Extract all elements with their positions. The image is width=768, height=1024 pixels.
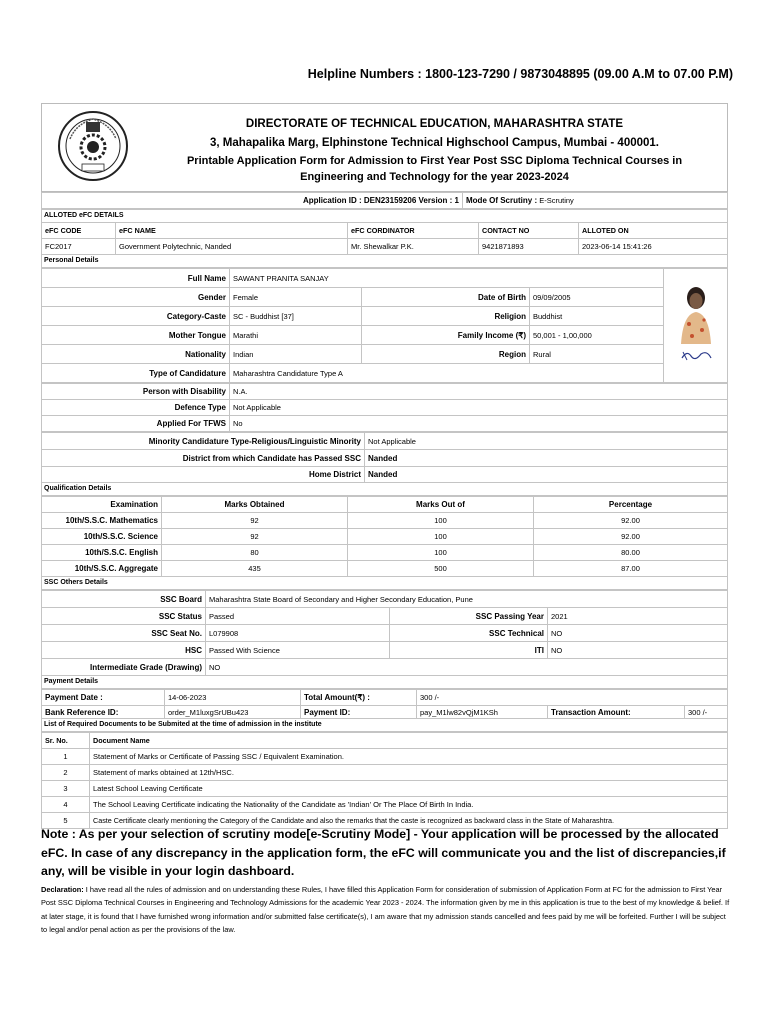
percentage: 92.00 <box>534 529 728 545</box>
candidate-photo <box>677 284 715 366</box>
field-label: Total Amount(₹) : <box>301 690 417 706</box>
bank-ref-value: order_M1luxgSrUBu423 <box>165 706 301 719</box>
marks-obtained: 92 <box>162 513 348 529</box>
declaration-text: I have read all the rules of admission and on understanding these Rules, I have filled this Application Form for consideration of submission of Application Form at FC for the admission to First Year Post SSC Diploma Technical Courses in Engineering and Technology Admissions for the academic Year 2023 - 2024. The information given by me in this application is true to the best of my knowledge & belief. If at later stage, it is found that I have furnished wrong information and/or submitted false certificate(s), I am aware that my admission stands cancelled and fees paid by me will be forfeited. Further I will be subject to legal and/or penal action as per the provisions of the law. <box>41 885 730 935</box>
ssc-district-value: Nanded <box>365 450 728 467</box>
disability-value: N.A. <box>230 384 728 400</box>
table-header: eFC NAME <box>116 223 348 239</box>
defence-value: Not Applicable <box>230 400 728 416</box>
section-title: List of Required Documents to be Submited at the time of admission in the institute <box>42 719 728 732</box>
dte-emblem-icon <box>56 109 130 183</box>
field-label: Gender <box>42 288 230 307</box>
doc-name: Statement of marks obtained at 12th/HSC. <box>90 765 728 781</box>
field-label: Payment ID: <box>301 706 417 719</box>
category-value: SC - Buddhist [37] <box>230 307 362 326</box>
marks-out-of: 100 <box>348 545 534 561</box>
scrutiny-note: Note : As per your selection of scrutiny mode[e-Scrutiny Mode] - Your application will be processed by the allocated eFC. In case of any discrepancy in the application form, the eFC will communicate you and the list of discrepancies,if any, will be visible in your login dashboard. <box>41 827 726 878</box>
doc-name: Statement of Marks or Certificate of Passing SSC / Equivalent Examination. <box>90 749 728 765</box>
ssc-others-table <box>41 590 728 689</box>
home-district-value: Nanded <box>365 467 728 483</box>
field-label: Payment Date : <box>42 690 165 706</box>
personal-details-table <box>41 268 728 383</box>
exam-name: 10th/S.S.C. English <box>42 545 162 561</box>
efc-alloted-on: 2023-06-14 15:41:26 <box>579 239 728 255</box>
doc-number: 1 <box>42 749 90 765</box>
field-label: SSC Board <box>42 591 206 608</box>
field-label: SSC Technical <box>390 625 548 642</box>
candidature-value: Maharashtra Candidature Type A <box>230 364 664 383</box>
table-header: Examination <box>42 497 162 513</box>
table-row <box>42 765 728 781</box>
tfws-value: No <box>230 416 728 432</box>
field-label: ITI <box>390 642 548 659</box>
doc-name: Latest School Leaving Certificate <box>90 781 728 797</box>
exam-name: 10th/S.S.C. Aggregate <box>42 561 162 577</box>
documents-table <box>41 732 728 829</box>
marks-out-of: 100 <box>348 529 534 545</box>
table-header: CONTACT NO <box>479 223 579 239</box>
helpline-numbers: Helpline Numbers : 1800-123-7290 / 9873048895 (09.00 A.M to 07.00 P.M) <box>307 67 733 81</box>
full-name: SAWANT PRANITA SANJAY <box>230 269 664 288</box>
header-form-subtitle: Engineering and Technology for the year 2023-2024 <box>300 171 569 183</box>
field-label: Date of Birth <box>362 288 530 307</box>
section-title: Personal Details <box>42 255 728 268</box>
mode-value: E-Scrutiny <box>539 196 574 205</box>
payment-id-value: pay_M1lw82vQjM1KSh <box>417 706 548 719</box>
field-label: Minority Candidature Type-Religious/Linguistic Minority <box>42 433 365 450</box>
marks-obtained: 80 <box>162 545 348 561</box>
table-header: Marks Obtained <box>162 497 348 513</box>
table-row <box>42 797 728 813</box>
section-title: ALLOTED eFC DETAILS <box>42 210 728 223</box>
nationality-value: Indian <box>230 345 362 364</box>
marks-obtained: 435 <box>162 561 348 577</box>
qualification-table <box>41 496 728 590</box>
field-label: Person with Disability <box>42 384 230 400</box>
field-label: Family Income (₹) <box>362 326 530 345</box>
header-title: DIRECTORATE OF TECHNICAL EDUCATION, MAHARASHTRA STATE <box>245 118 624 130</box>
total-amount-value: 300 /- <box>417 690 728 706</box>
exam-name: 10th/S.S.C. Science <box>42 529 162 545</box>
section-title: SSC Others Details <box>42 577 728 590</box>
table-header: eFC CODE <box>42 223 116 239</box>
ssc-board-value: Maharashtra State Board of Secondary and Higher Secondary Education, Pune <box>206 591 728 608</box>
doc-name: Caste Certificate clearly mentioning the Category of the Candidate and also the remarks that the caste is recognized as backward class in the State of Maharashtra. <box>90 813 728 829</box>
personal-details-extra <box>41 383 728 432</box>
application-form <box>41 103 728 829</box>
form-header <box>41 103 728 192</box>
field-label: Applied For TFWS <box>42 416 230 432</box>
declaration <box>41 883 731 937</box>
ssc-passing-year-value: 2021 <box>548 608 728 625</box>
field-label: SSC Status <box>42 608 206 625</box>
dob-value: 09/09/2005 <box>530 288 664 307</box>
field-label: Region <box>362 345 530 364</box>
mode-label: Mode Of Scrutiny : <box>466 196 538 205</box>
doc-number: 3 <box>42 781 90 797</box>
efc-coordinator: Mr. Shewalkar P.K. <box>348 239 479 255</box>
field-label: Intermediate Grade (Drawing) <box>42 659 206 676</box>
marks-out-of: 100 <box>348 513 534 529</box>
field-label: District from which Candidate has Passed SSC <box>42 450 365 467</box>
marks-obtained: 92 <box>162 529 348 545</box>
efc-contact: 9421871893 <box>479 239 579 255</box>
field-label: Home District <box>42 467 365 483</box>
table-header: Document Name <box>90 733 728 749</box>
application-id-row <box>41 192 728 209</box>
table-row <box>42 513 728 529</box>
ssc-seat-value: L079908 <box>206 625 390 642</box>
doc-name: The School Leaving Certificate indicating the Nationality of the Candidate as 'Indian' Or The Place Of Birth In India. <box>90 797 728 813</box>
payment-date-value: 14-06-2023 <box>165 690 301 706</box>
field-label: Nationality <box>42 345 230 364</box>
table-header: Marks Out of <box>348 497 534 513</box>
ssc-status-value: Passed <box>206 608 390 625</box>
field-label: Defence Type <box>42 400 230 416</box>
section-title: Payment Details <box>42 676 728 689</box>
header-form-title: Printable Application Form for Admission to First Year Post SSC Diploma Technical Courses in <box>186 155 683 167</box>
payment-table <box>41 689 728 732</box>
table-header: eFC CORDINATOR <box>348 223 479 239</box>
ssc-technical-value: NO <box>548 625 728 642</box>
efc-details-table <box>41 209 728 268</box>
doc-number: 4 <box>42 797 90 813</box>
txn-amount-value: 300 /- <box>685 706 728 719</box>
field-label: Type of Candidature <box>42 364 230 383</box>
field-label: Category-Caste <box>42 307 230 326</box>
section-title: Qualification Details <box>42 483 728 496</box>
declaration-label: Declaration: <box>41 885 84 894</box>
table-row <box>42 529 728 545</box>
header-address: 3, Mahapalika Marg, Elphinstone Technical Highschool Campus, Mumbai - 400001. <box>209 137 660 149</box>
field-label: Religion <box>362 307 530 326</box>
table-row <box>42 749 728 765</box>
exam-name: 10th/S.S.C. Mathematics <box>42 513 162 529</box>
percentage: 80.00 <box>534 545 728 561</box>
field-label: SSC Passing Year <box>390 608 548 625</box>
doc-number: 5 <box>42 813 90 829</box>
table-row <box>42 561 728 577</box>
district-details <box>41 432 728 496</box>
hsc-value: Passed With Science <box>206 642 390 659</box>
field-label: Full Name <box>42 269 230 288</box>
field-label: Bank Reference ID: <box>42 706 165 719</box>
region-value: Rural <box>530 345 664 364</box>
iti-value: NO <box>548 642 728 659</box>
marks-out-of: 500 <box>348 561 534 577</box>
field-label: Mother Tongue <box>42 326 230 345</box>
table-row <box>42 781 728 797</box>
percentage: 92.00 <box>534 513 728 529</box>
religion-value: Buddhist <box>530 307 664 326</box>
percentage: 87.00 <box>534 561 728 577</box>
field-label: Transaction Amount: <box>548 706 685 719</box>
application-id: Application ID : DEN23159206 Version : 1 <box>42 193 463 209</box>
table-header: Percentage <box>534 497 728 513</box>
table-header: Sr. No. <box>42 733 90 749</box>
field-label: HSC <box>42 642 206 659</box>
table-row <box>42 545 728 561</box>
minority-value: Not Applicable <box>365 433 728 450</box>
drawing-value: NO <box>206 659 728 676</box>
field-label: SSC Seat No. <box>42 625 206 642</box>
family-income-value: 50,001 - 1,00,000 <box>530 326 664 345</box>
doc-number: 2 <box>42 765 90 781</box>
efc-code: FC2017 <box>42 239 116 255</box>
table-header: ALLOTED ON <box>579 223 728 239</box>
mother-tongue-value: Marathi <box>230 326 362 345</box>
gender-value: Female <box>230 288 362 307</box>
efc-name: Government Polytechnic, Nanded <box>116 239 348 255</box>
